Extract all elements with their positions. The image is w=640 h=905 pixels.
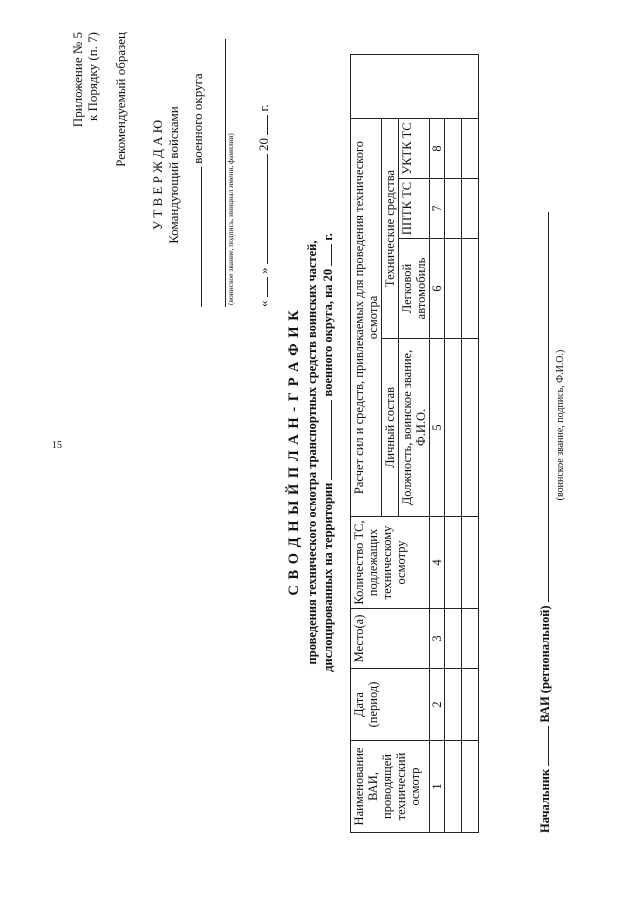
header-date: Дата (период) [351,669,430,741]
approval-signature-hint: (воинское звание, подпись, инициал имени, фамилия) [226,133,235,305]
plan-year-suffix: г. [321,233,335,241]
col-number: 8 [430,118,445,178]
district-line [190,73,206,307]
header-position-rank-name: Должность, воинское звание, Ф.И.О. [399,339,430,517]
header-vehicle-count: Количество ТС, подлежащих техническому осмотру [351,517,430,609]
header-passenger-car: Легковой автомобиль [399,239,430,339]
subtitle-line-1: проведения технического осмотра транспортных средств воинских частей, [305,240,319,665]
district-label: военного округа [190,73,205,164]
blank-row [445,54,462,832]
sample-label: Рекомендуемый образец [113,32,128,167]
header-personnel: Личный состав [382,339,399,517]
district-year-label: военного округа, на 20 [321,268,335,397]
col-number: 6 [430,239,445,339]
col-number: 2 [430,669,445,741]
header-pptk: ППТК ТС [399,179,430,239]
date-open-quote: « [256,300,271,307]
footer-signature-blank [548,212,549,602]
territory-blank [331,400,332,480]
year-prefix: 20 [256,138,271,151]
approval-date-line [256,104,272,307]
plan-year-blank [331,244,332,266]
day-blank [267,277,268,297]
order-reference: к Порядку (п. 7) [85,32,100,122]
col-number: 7 [430,179,445,239]
page-number: 15 [52,440,62,451]
month-blank [267,154,268,264]
header-vai-name: Наименование ВАИ, проводящей технический осмотр [351,741,430,833]
vai-label: ВАИ (региональной) [538,605,552,723]
date-close-quote: » [256,267,271,274]
header-place: Место(а) [351,609,430,669]
column-numbers-row [430,54,445,832]
district-blank [201,167,202,307]
year-blank [267,115,268,135]
header-uktk: УКТК ТС [399,118,430,178]
year-suffix: г. [256,104,271,112]
header-forces-calc: Расчет сил и средств, привлекаемых для проведения технического осмотра [351,118,382,516]
approve-heading: У Т В Е Р Ж Д А Ю [150,119,165,231]
blank-row [462,54,479,832]
extra-column [351,54,479,118]
col-number: 5 [430,339,445,517]
col-number: 3 [430,609,445,669]
footer-signature-hint: (воинское звание, подпись, Ф.И.О.) [555,349,566,501]
appendix-label: Приложение № 5 [70,32,85,128]
footer-signature-line [538,212,553,833]
commander-title: Командующий войсками [166,106,181,244]
vai-blank [548,726,549,766]
chief-label: Начальник [538,768,552,833]
header-technical-means: Технические средства [382,118,399,338]
col-number: 4 [430,517,445,609]
plan-schedule-table [350,54,479,833]
subtitle-line-2 [321,0,336,905]
territory-label: дислоцированных на территории [321,482,335,672]
document-title: С В О Д Н Ы Й П Л А Н - Г Р А Ф И К [286,309,302,596]
col-number: 1 [430,741,445,833]
